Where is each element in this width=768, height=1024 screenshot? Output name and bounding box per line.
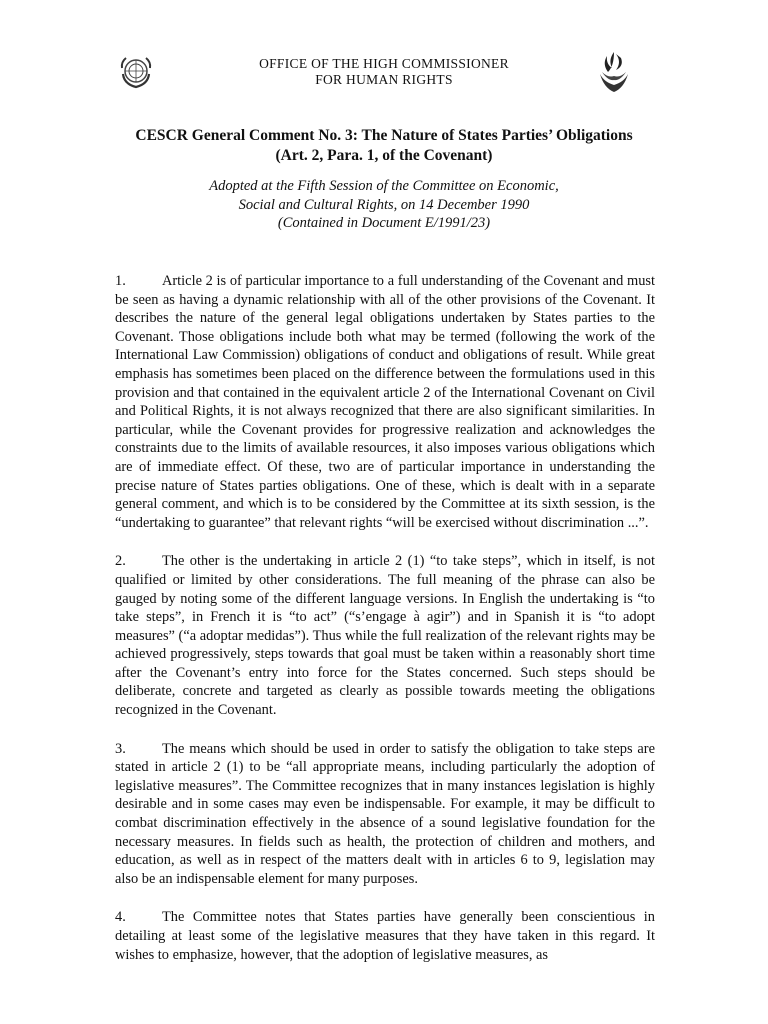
paragraph-number: 4. [115,909,126,926]
paragraph-3 [115,740,655,889]
document-title [0,126,768,166]
subtitle-line-3: (Contained in Document E/1991/23) [277,215,491,231]
paragraph-2 [115,552,655,719]
paragraph-text: The means which should be used in order to satisfy the obligation to take steps are stated in article 2 (1) to be “all appropriate means, including particularly the adoption of legislative measures”. The Committee recognizes that in many instances legislation is highly desirable and in some cases may even be indispensable. For example, it may be difficult to combat discrimination effectively in the absence of a sound legislative foundation for the necessary measures. In fields such as health, the protection of children and mothers, and education, as well as in respect of the matters dealt with in articles 6 to 9, legislation may also be an indispensable element for many purposes. [115,740,655,887]
paragraph-4 [115,908,655,964]
human-rights-flame-icon [596,50,632,94]
paragraph-text: The other is the undertaking in article 2 (1) “to take steps”, which in itself, is not qualified or limited by other considerations. The full meaning of the phrase can also be gauged by noting some of the different language versions. In English the undertaking is “to take steps”, in French it is “to act” (“s’engage à agir”) and in Spanish it is “to adopt measures” (“a adoptar medidas”). Thus while the full realization of the relevant rights may be achieved progressively, steps towards that goal must be taken within a reasonably short time after the Covenant’s entry into force for the States concerned. Such steps should be deliberate, concrete and targeted as clearly as possible towards meeting the obligations recognized in the Covenant. [115,553,655,719]
paragraph-number: 3. [115,740,126,757]
document-body [115,272,655,984]
document-subtitle [0,177,768,233]
subtitle-line-1: Adopted at the Fifth Session of the Committee on Economic, [209,178,559,194]
title-line-2: (Art. 2, Para. 1, of the Covenant) [275,147,493,164]
title-line-1: CESCR General Comment No. 3: The Nature of States Parties’ Obligations [135,127,633,144]
paragraph-1 [115,272,655,532]
paragraph-number: 2. [115,553,126,570]
office-line-2: FOR HUMAN RIGHTS [315,72,453,87]
document-header [0,50,768,100]
paragraph-text: The Committee notes that States parties have generally been conscientious in detailing at least some of the legislative measures that they have taken in this regard. It wishes to emphasize, however, that the adoption of legislative measures, as [115,909,655,963]
subtitle-line-2: Social and Cultural Rights, on 14 December 1990 [238,196,530,213]
office-line-1: OFFICE OF THE HIGH COMMISSIONER [259,56,509,71]
paragraph-number: 1. [115,273,126,289]
office-name [0,56,768,88]
paragraph-text: Article 2 is of particular importance to a full understanding of the Covenant and must be seen as having a dynamic relationship with all of the other provisions of the Covenant. It describes the nature of the general legal obligations undertaken by States parties to the Covenant. Those obligations include both what may be termed (following the work of the International Law Commission) obligations of conduct and obligations of result. While great emphasis has sometimes been placed on the difference between the formulations used in this provision and that contained in the equivalent article 2 of the International Covenant on Civil and Political Rights, it is not always recognized that there are also significant similarities. In particular, while the Covenant provides for progressive realization and acknowledges the constraints due to the limits of available resources, it also imposes various obligations which are of immediate effect. Of these, two are of particular importance in understanding the precise nature of States parties obligations. One of these, which is dealt with in a separate general comment, and which is to be considered by the Committee at its sixth session, is the “undertaking to guarantee” that relevant rights “will be exercised without discrimination ...”. [115,273,655,531]
